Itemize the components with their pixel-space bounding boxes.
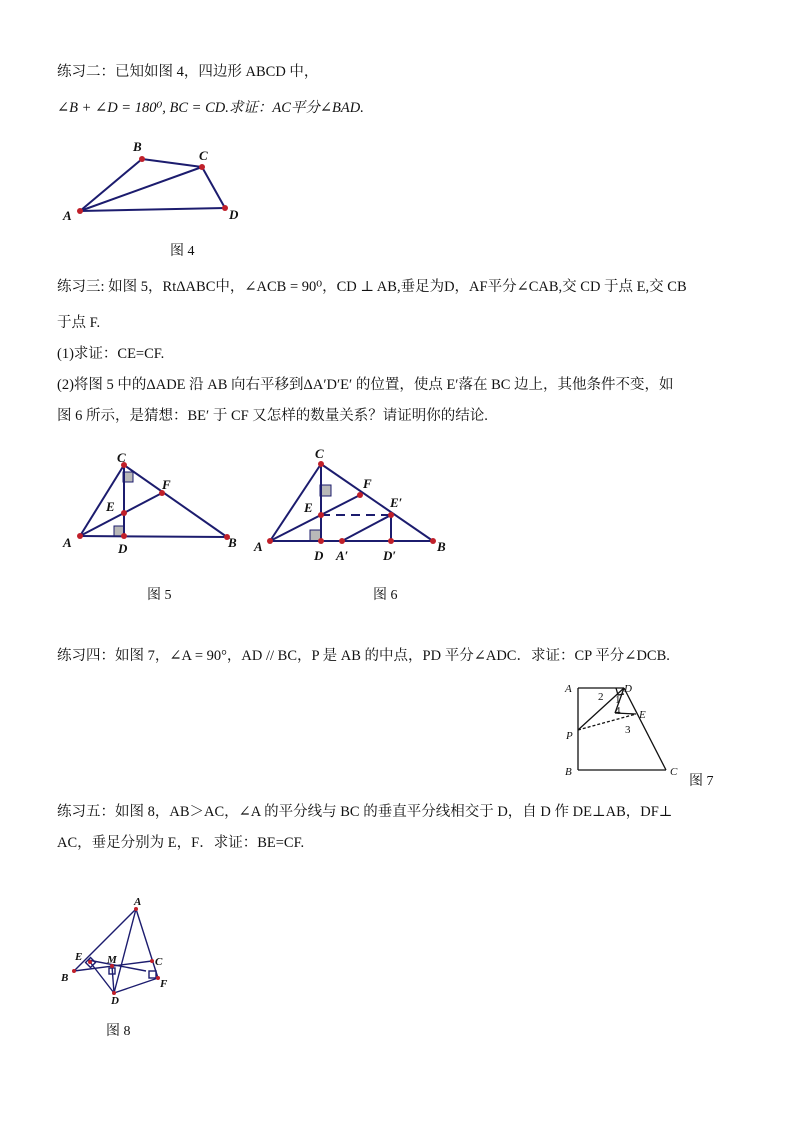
ex4-line1: 练习四：如图 7，∠A = 90°，AD // BC，P 是 AB 的中点，PD 平分∠ADC．求证：CP 平分∠DCB. (57, 648, 670, 664)
ex5-line1: 练习五：如图 8，AB＞AC，∠A 的平分线与 BC 的垂直平分线相交于 D，自 D 作 DE⊥AB，DF⊥ (57, 804, 673, 820)
fig5-label-b: B (228, 535, 237, 550)
figure-4 (55, 140, 255, 230)
fig6-label-a: A (254, 539, 263, 554)
fig5-caption: 图 5 (147, 588, 172, 603)
fig6-label-a-prime: A′ (336, 548, 349, 563)
fig7-angle-3: 3 (625, 724, 631, 736)
fig6-label-c: C (315, 446, 324, 461)
fig8-label-c: C (155, 956, 163, 968)
fig7-angle-2: 2 (598, 691, 604, 703)
fig7-label-e: E (639, 709, 646, 721)
fig7-angle-1: 1 (615, 694, 621, 706)
fig4-label-b: B (133, 139, 142, 154)
ex3-line1: 练习三: 如图 5，RtΔABC中，∠ACB = 90⁰，CD ⊥ AB,垂足为D，AF平分∠CAB,交 CD 于点 E,交 CB (57, 279, 687, 295)
fig5-label-c: C (117, 450, 126, 465)
ex3-line2: 于点 F. (57, 315, 101, 331)
fig7-label-d: D (624, 683, 632, 695)
fig5-label-e: E (106, 499, 115, 514)
fig6-label-e-prime: E′ (390, 495, 403, 510)
fig7-label-a: A (565, 683, 572, 695)
fig7-label-b: B (565, 766, 572, 778)
figure-8 (58, 893, 188, 1013)
fig8-label-m: M (107, 954, 117, 966)
fig4-label-c: C (199, 148, 208, 163)
ex5-line2: AC，垂足分别为 E，F．求证：BE=CF. (57, 835, 305, 851)
figure-6 (252, 440, 472, 570)
fig6-caption: 图 6 (373, 588, 398, 603)
fig8-label-e: E (75, 951, 83, 963)
ex3-line4: (2)将图 5 中的ΔADE 沿 AB 向右平移到ΔA′D′E′ 的位置，使点 E′落在 BC 边上，其他条件不变，如 (57, 377, 674, 393)
fig5-label-a: A (63, 535, 72, 550)
fig6-label-e: E (304, 500, 313, 515)
fig7-caption: 图 7 (689, 774, 714, 789)
fig8-caption: 图 8 (106, 1024, 131, 1039)
figure-5 (60, 450, 260, 560)
fig8-label-b: B (61, 972, 69, 984)
fig8-label-d: D (111, 995, 119, 1007)
ex2-line2: ∠B + ∠D = 180⁰, BC = CD.求证：AC平分∠BAD. (57, 100, 364, 116)
ex3-line5: 图 6 所示，是猜想：BE′ 于 CF 又怎样的数量关系？请证明你的结论. (57, 408, 488, 424)
fig5-label-f: F (162, 477, 171, 492)
fig6-label-d-prime: D′ (383, 548, 397, 563)
fig6-label-b: B (437, 539, 446, 554)
fig5-label-d: D (118, 541, 128, 556)
figure-7 (560, 678, 710, 788)
fig8-label-a: A (134, 896, 142, 908)
ex3-line3: (1)求证：CE=CF. (57, 346, 165, 362)
ex2-line1: 练习二：已知如图 4，四边形 ABCD 中， (57, 64, 319, 80)
fig7-label-c: C (670, 766, 678, 778)
fig8-label-f: F (160, 978, 168, 990)
fig4-caption: 图 4 (170, 244, 195, 259)
fig6-label-d: D (314, 548, 324, 563)
fig7-angle-4: 4 (615, 705, 621, 717)
fig4-label-a: A (63, 208, 72, 223)
fig6-label-f: F (363, 476, 372, 491)
fig7-label-p: P (566, 730, 573, 742)
fig4-label-d: D (229, 207, 239, 222)
